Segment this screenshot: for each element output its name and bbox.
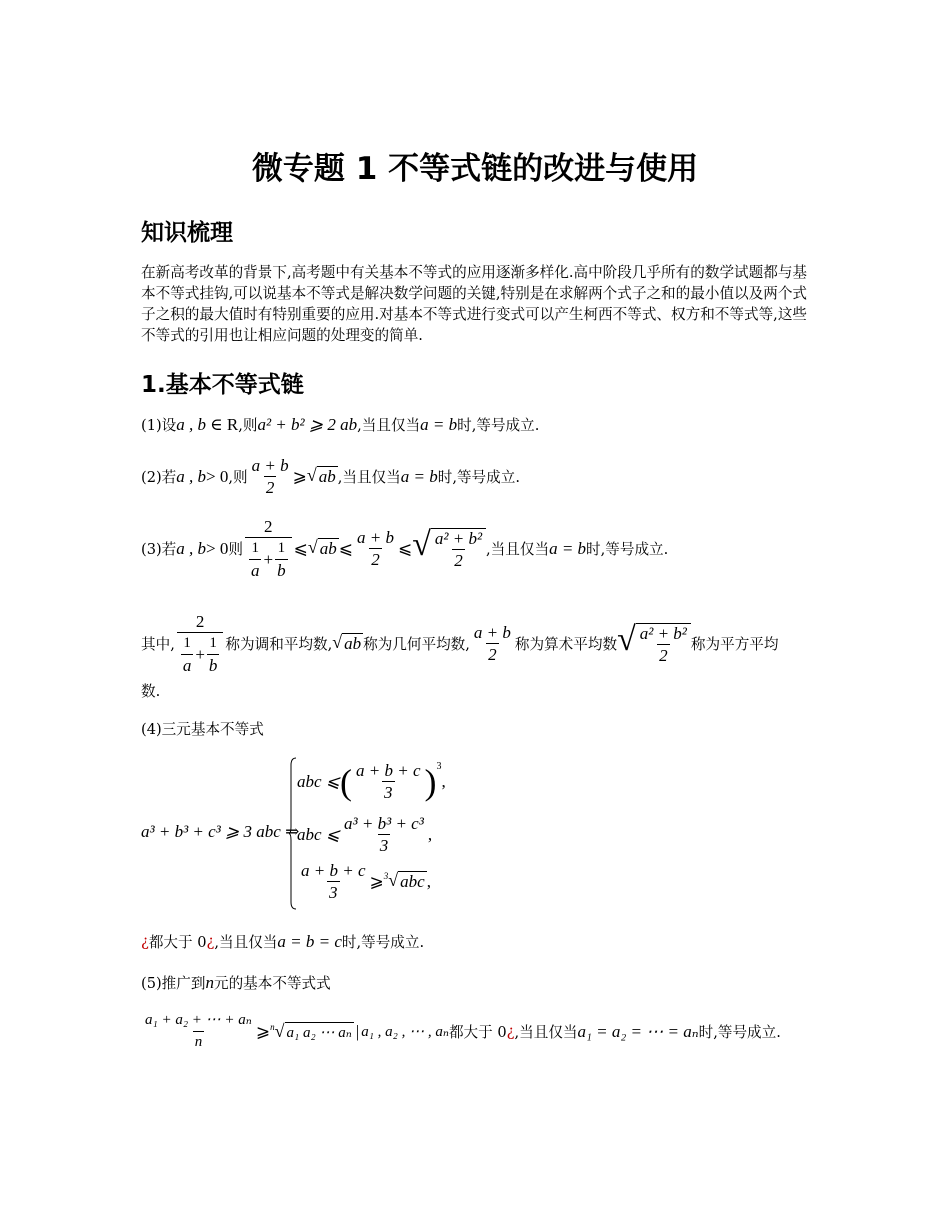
radical-sign: √ (412, 525, 431, 563)
item-2 (141, 456, 520, 497)
note-prefix: 其中, (141, 636, 175, 653)
inv-plus: + (263, 550, 274, 569)
item-4-cond-1: 都大于 0 (148, 934, 207, 951)
note-arith-num: a + b (473, 623, 511, 642)
item-2-cond: ,当且仅当 (337, 469, 401, 486)
item-1-then: ,则 (238, 417, 258, 434)
row-3-geq: ⩾ (369, 871, 384, 891)
item-3-leq-3: ⩽ (397, 538, 413, 558)
item-4-lhs: a³ + b³ + c³ ⩾ 3 abc ⇒ (141, 822, 300, 841)
item-3 (141, 517, 668, 580)
row-3-num: a + b + c (301, 861, 366, 880)
item-2-gt0: > 0 (206, 466, 229, 486)
item-1-vars: a , b (176, 414, 207, 434)
item-3-quad-num: a² + b² (434, 528, 483, 548)
item-4-eq: a = b = c (277, 931, 342, 951)
row-3-radicand: abc (400, 872, 425, 891)
item-4-tail: 时,等号成立. (341, 934, 425, 951)
row-2-lhs: abc ⩽ (297, 824, 341, 844)
item-5-root-index: n (270, 1021, 275, 1032)
item-3-arith (355, 528, 396, 569)
note-harmonic-label: 称为调和平均数, (225, 636, 333, 653)
item-4-system (289, 757, 449, 910)
row-1-tail: , (441, 771, 446, 791)
item-3-harmonic-num: 2 (264, 517, 273, 536)
row-3-den: 3 (329, 883, 338, 902)
item-5-text-2: ,当且仅当 (514, 1024, 578, 1041)
item-2-label: (2)若 (141, 469, 177, 486)
radical-sign: √ (332, 632, 343, 652)
radical-sign: √ (307, 537, 318, 557)
row-2-num: a³ + b³ + c³ (344, 814, 424, 833)
note-inv-b-den: b (208, 656, 218, 675)
note-geometric-label: 称为几何平均数, (363, 636, 470, 653)
item-3-label: (3)若 (141, 541, 177, 558)
row-1-den: 3 (384, 783, 393, 802)
item-5-radicand: a₁ a₂ ⋯ aₙ (285, 1022, 354, 1042)
item-5-nroot (270, 1022, 354, 1042)
note-inv-b-num: 1 (209, 635, 217, 651)
note-inv-a-den: a (182, 656, 192, 675)
row-1-exponent: 3 (436, 761, 442, 772)
item-2-sqrt (307, 466, 338, 487)
item-3-inv-a (249, 539, 262, 580)
row-1-frac (354, 761, 423, 802)
item-1-expr: a² + b² ⩾ 2 ab (257, 414, 358, 434)
item-5-label-text: (5)推广到 (141, 975, 206, 992)
item-3-sqrt-ab (308, 538, 339, 559)
item-5-label (141, 972, 331, 993)
item-5-tail: 时,等号成立. (698, 1024, 781, 1041)
item-1-domain: ∈ R (210, 414, 239, 434)
system-row-1 (297, 761, 446, 802)
note-arith-den: 2 (488, 645, 497, 664)
item-3-arith-den: 2 (371, 550, 380, 569)
note-quad (617, 620, 691, 665)
item-5-list: a₁ , a₂ , ⋯ , aₙ (361, 1024, 449, 1040)
note-wrap: 数. (141, 683, 161, 700)
item-5-eq: a₁ = a₂ = ⋯ = aₙ (577, 1021, 699, 1041)
note-inv-a (181, 634, 194, 675)
glyph-error-2: ¿ (206, 933, 215, 950)
note-quad-frac (636, 623, 691, 665)
item-3-gt0: > 0 (206, 538, 229, 558)
item-5-num: a₁ + a₂ + ⋯ + aₙ (145, 1012, 252, 1028)
note-quad-den: 2 (659, 645, 668, 665)
right-paren: ) (424, 761, 437, 802)
inv-b-num: 1 (277, 540, 286, 556)
item-3-eq: a = b (549, 538, 587, 558)
row-3-cbrt (384, 871, 427, 892)
item-3-vars: a , b (176, 538, 207, 558)
item-3-quad-den: 2 (454, 550, 463, 570)
item-3-leq-1: ⩽ (293, 538, 308, 558)
item-1 (141, 414, 539, 435)
item-3-sqrt-ab-body: ab (319, 539, 337, 558)
item-4-cond-2: ,当且仅当 (214, 934, 278, 951)
row-3-tail: , (426, 871, 431, 891)
means-note (141, 612, 778, 675)
item-4-label: (4)三元基本不等式 (141, 721, 264, 738)
row-2-den: 3 (379, 836, 389, 855)
note-inv-b (207, 634, 220, 675)
item-1-eq: a = b (420, 414, 458, 434)
inv-a-num: 1 (251, 540, 259, 556)
system-row-2 (297, 814, 432, 855)
item-1-label: (1)设 (141, 417, 177, 434)
left-paren: ( (340, 761, 353, 802)
item-5-n: n (205, 972, 214, 992)
item-4-condition (141, 931, 424, 952)
row-3-frac (299, 861, 368, 902)
item-3-tail: 时,等号成立. (586, 541, 669, 558)
row-1-lhs: abc ⩽ (297, 771, 341, 791)
row-1-num: a + b + c (356, 761, 421, 780)
item-5-formula (141, 1011, 781, 1052)
note-quad-num: a² + b² (639, 623, 687, 643)
note-inv-plus: + (195, 645, 205, 664)
item-3-harmonic (245, 517, 292, 580)
radical-sign: √ (274, 1020, 285, 1041)
intro-paragraph: 在新高考改革的背景下,高考题中有关基本不等式的应用逐渐多样化.高中阶段几乎所有的数学试题都与基本不等式挂钩,可以说基本不等式是解决数学问题的关键,特别是在求解两个式子之和的最小值以及两个式子之积的最大值时有特别重要的应用.对基本不等式进行变式可以产生柯西不等式、权方和不等式等,这些不等式的引用也让相应问题的处理变的简单. (141, 264, 808, 344)
item-2-geq: ⩾ (292, 466, 307, 486)
item-3-arith-num: a + b (356, 528, 394, 547)
item-5-bar: | (355, 1021, 360, 1041)
item-2-eq: a = b (400, 466, 438, 486)
row-3-root-index: 3 (383, 871, 389, 881)
note-sqrt-ab-body: ab (344, 634, 362, 653)
item-2-vars: a , b (176, 466, 207, 486)
note-quadratic-label: 称为平方平均 (690, 636, 779, 653)
item-2-fraction (250, 456, 291, 497)
glyph-error-1: ¿ (141, 933, 149, 950)
item-1-cond: ,当且仅当 (357, 417, 421, 434)
radical-sign: √ (388, 870, 399, 890)
note-arith (472, 623, 513, 664)
note-harmonic-num: 2 (195, 612, 205, 631)
page-title: 微专题 1 不等式链的改进与使用 (251, 151, 699, 187)
radical-sign: √ (306, 465, 317, 485)
item-5-den: n (193, 1031, 205, 1052)
glyph-error-3: ¿ (506, 1023, 515, 1040)
section-heading-knowledge: 知识梳理 (141, 220, 233, 246)
note-harmonic-den (177, 632, 224, 675)
item-2-sqrt-body: ab (318, 467, 336, 486)
item-2-num: a + b (251, 456, 289, 475)
note-inv-a-num: 1 (183, 635, 191, 651)
row-2-frac (342, 814, 426, 855)
item-3-cond: ,当且仅当 (486, 541, 550, 558)
note-sqrt-ab (332, 633, 363, 654)
item-3-then: 则 (228, 541, 243, 558)
item-3-quad (412, 525, 486, 570)
note-harmonic (177, 612, 224, 675)
item-2-then: ,则 (228, 469, 248, 486)
inv-a-den: a (250, 561, 260, 580)
item-2-den: 2 (265, 478, 275, 497)
item-5-frac (143, 1011, 254, 1052)
item-5-label-tail: 元的基本不等式式 (213, 975, 331, 992)
item-3-leq-2: ⩽ (338, 538, 353, 558)
item-3-quad-frac (431, 528, 486, 570)
inv-b-den: b (277, 561, 286, 580)
note-arith-label: 称为算术平均数 (514, 636, 618, 653)
item-1-tail: 时,等号成立. (457, 417, 540, 434)
section-heading-inequality-chain: 1.基本不等式链 (141, 372, 304, 398)
row-2-tail: , (427, 824, 433, 844)
radical-sign: √ (617, 620, 636, 658)
system-row-3 (297, 861, 431, 902)
left-brace-icon (289, 757, 297, 910)
item-3-inv-b (275, 539, 288, 580)
item-5-text-1: 都大于 0 (448, 1024, 507, 1041)
item-2-tail: 时,等号成立. (437, 469, 520, 486)
item-5-geq: ⩾ (255, 1021, 271, 1041)
item-3-harmonic-den (245, 537, 292, 580)
